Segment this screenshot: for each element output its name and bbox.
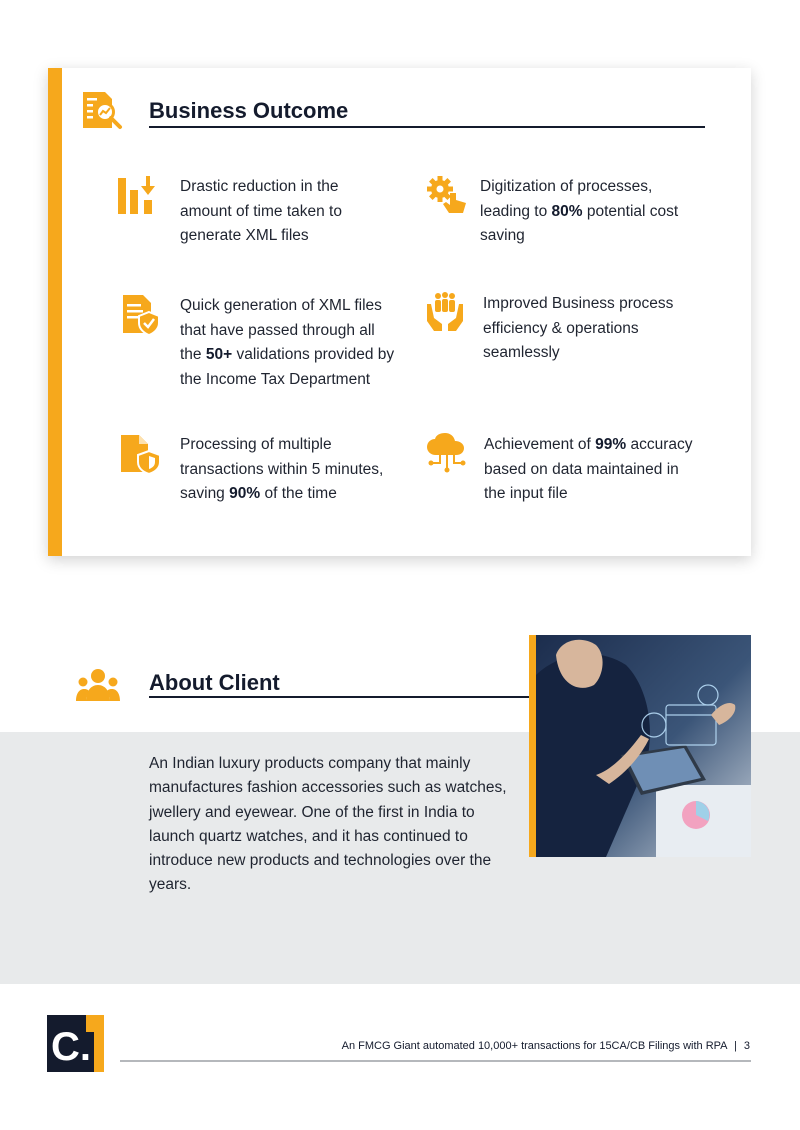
bar-chart-down-icon [117,176,159,216]
outcome-text-5 [180,433,392,507]
highlight-value: 90% [229,485,261,502]
outcome-text-part: potential cost saving [480,202,679,244]
client-photo [529,635,751,857]
outcome-text-part: validations provided by the Income Tax Department [180,346,395,388]
footer-caption [342,1040,750,1052]
about-client-title: About Client [149,670,280,695]
outcome-text-2 [480,175,680,249]
business-outcome-card [48,68,751,556]
person-tablet-photo [536,635,751,857]
outcome-text-part: Drastic reduction in the amount of time taken to generate XML files [180,178,342,244]
outcome-text-part: Achievement of [484,436,596,453]
report-search-icon [80,90,124,130]
outcome-text-part: of the time [260,485,337,502]
highlight-value: 50+ [205,346,233,363]
about-client-text: An Indian luxury products company that mainly manufactures fashion accessories such as watches, jwellery and eyewear. One of the first in India to launch quartz watches, and it has continued to introduce new products and technologies over the years. [149,755,507,894]
accent-bar [48,68,62,556]
hands-people-icon [426,292,464,332]
logo-letter: C. [51,1025,91,1069]
outcome-text-part: Quick generation of XML files that have passed through all the [180,297,382,363]
outcome-text-part: Improved Business process efficiency & operations seamlessly [483,295,674,361]
title-rule [149,126,705,128]
business-outcome-title: Business Outcome [149,98,349,123]
highlight-value: 99% [595,436,627,453]
file-shield-icon [120,434,162,474]
outcome-text-part: Digitization of processes, leading to [480,178,653,220]
outcome-text-part: accuracy based on data maintained in the input file [484,436,693,502]
people-group-icon [76,667,120,703]
outcome-text-4 [483,292,701,366]
outcome-text-1 [180,175,380,249]
footer-separator: | [733,1040,737,1052]
company-logo [47,1015,104,1072]
outcome-text-part: Processing of multiple transactions within 5 minutes, saving [180,436,384,502]
outcome-text-3 [180,294,398,392]
cloud-network-icon [426,433,468,473]
footer-rule [120,1060,751,1062]
about-title-rule [149,696,531,698]
footer-text: An FMCG Giant automated 10,000+ transactions for 15CA/CB Filings with RPA [341,1040,727,1052]
document-shield-icon [122,294,162,336]
page-number: 3 [743,1040,750,1052]
gear-hand-icon [426,175,468,217]
outcome-text-6 [484,433,702,507]
photo-accent-bar [529,635,536,857]
highlight-value: 80% [551,202,583,220]
